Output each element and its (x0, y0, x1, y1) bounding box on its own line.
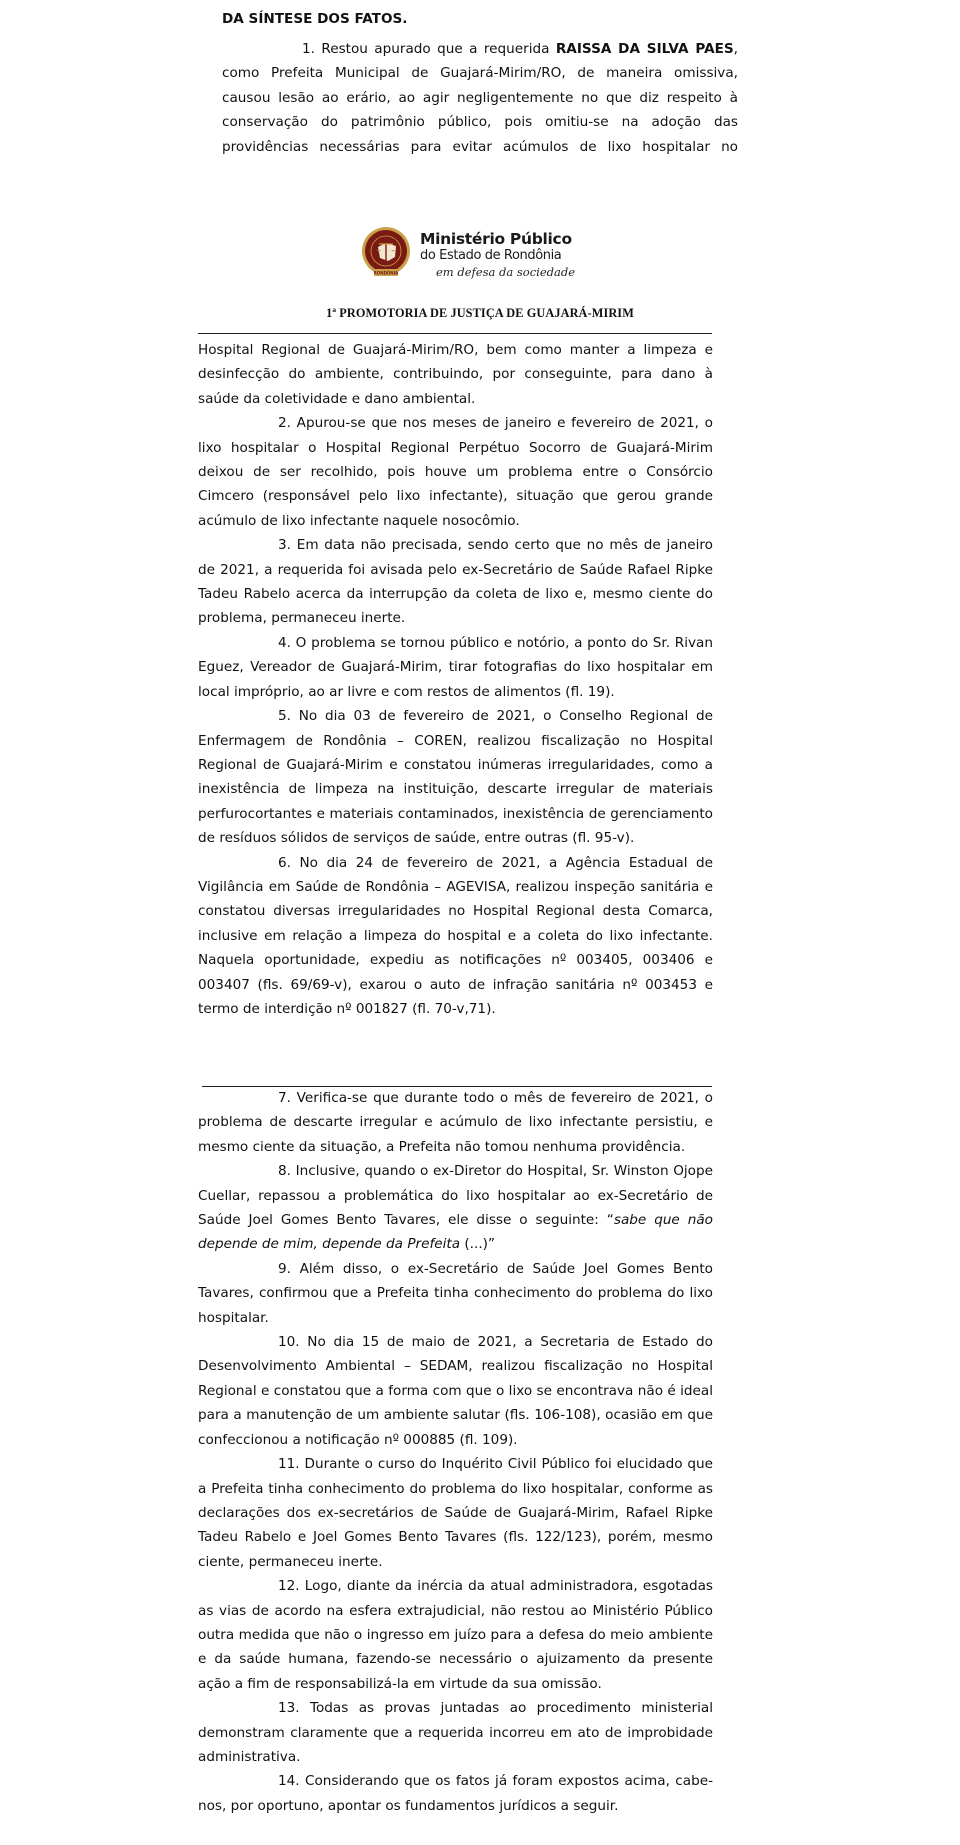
org-name: Ministério Público (420, 230, 572, 248)
paragraph-1-text-before: Restou apurado que a requerida (314, 41, 556, 57)
page-body (198, 338, 713, 1021)
paragraph-3: 3. Em data não precisada, sendo certo que no mês de janeiro de 2021, a requerida foi avisada pelo ex-Secretário de Saúde Rafael Ripke Tadeu Rabelo acerca da interrupção da coleta de lixo e, mesmo ciente do problema, permaneceu inerte. (198, 537, 713, 627)
paragraph-9: 9. Além disso, o ex-Secretário de Saúde Joel Gomes Bento Tavares, confirmou que a Prefeita tinha conhecimento do problema do lixo hospitalar. (198, 1260, 713, 1326)
paragraph-8-quote-end: (...)” (460, 1236, 495, 1253)
paragraph-1-text-after: , como Prefeita Municipal de Guajará-Mirim/RO, de maneira omissiva, causou lesão ao erário, ao agir negligentemente no que diz respeito à conservação do patrimônio público, pois omitiu-se na adoção das providências necessárias para evitar acúmulos de lixo hospitalar no (222, 41, 738, 155)
paragraph-1-continued: Hospital Regional de Guajará-Mirim/RO, bem como manter a limpeza e desinfecção do ambiente, contribuindo, por conseguinte, para dano à saúde da coletividade e dano ambiental. (198, 342, 713, 407)
paragraph-13: 13. Todas as provas juntadas ao procedimento ministerial demonstram claramente que a requerida incorreu em ato de improbidade administrativa. (198, 1700, 713, 1765)
paragraph-8-quote: sabe que não depende de mim, depende da Prefeita (198, 1212, 713, 1253)
org-motto: em defesa da sociedade (436, 265, 576, 279)
letterhead (340, 222, 576, 288)
paragraph-8 (198, 1159, 713, 1257)
paragraph-7: 7. Verifica-se que durante todo o mês de fevereiro de 2021, o problema de descarte irregular e acúmulo de lixo infectante persistiu, e mesmo ciente da situação, a Prefeita não tomou nenhuma providência. (198, 1090, 713, 1155)
paragraph-5: 5. No dia 03 de fevereiro de 2021, o Conselho Regional de Enfermagem de Rondônia – COREN, realizou fiscalização no Hospital Regional de Guajará-Mirim e constatou inúmeras irregularidades, como a inexistência de limpeza na instituição, descarte irregular de materiais perfurocortantes e materiais contaminados, inexistência de gerenciamento de resíduos sólidos de serviços de saúde, entre outras (fl. 95-v). (198, 708, 713, 847)
paragraph-1-number: 1. (302, 41, 315, 57)
org-subtitle: do Estado de Rondônia (420, 248, 562, 263)
paragraph-12: 12. Logo, diante da inércia da atual administradora, esgotadas as vias de acordo na esfera extrajudicial, não restou ao Ministério Público outra medida que não o ingresso em juízo para a defesa do meio ambiente e da saúde humana, fazendo-se necessário o ajuizamento da presente ação a fim de responsabilizá-la em virtude da sua omissão. (198, 1578, 713, 1692)
paragraph-11: 11. Durante o curso do Inquérito Civil Público foi elucidado que a Prefeita tinha conhecimento do problema do lixo hospitalar, conforme as declarações dos ex-secretários de Saúde de Guajará-Mirim, Rafael Ripke Tadeu Rabelo e Joel Gomes Bento Tavares (fls. 122/123), porém, mesmo ciente, permaneceu inerte. (198, 1456, 713, 1570)
paragraph-1 (222, 37, 738, 159)
defendant-name: RAISSA DA SILVA PAES (555, 41, 734, 57)
paragraph-8-text: 8. Inclusive, quando o ex-Diretor do Hospital, Sr. Winston Ojope Cuellar, repassou a problemática do lixo hospitalar ao ex-Secretário de Saúde Joel Gomes Bento Tavares, ele disse o seguinte: “ (198, 1163, 713, 1229)
section-heading: DA SÍNTESE DOS FATOS. (222, 11, 408, 27)
paragraph-4: 4. O problema se tornou público e notório, a ponto do Sr. Rivan Eguez, Vereador de Guajará-Mirim, tirar fotografias do lixo hospitalar em local impróprio, ao ar livre e com restos de alimentos (fl. 19). (198, 634, 713, 700)
page-fragment-top (222, 0, 738, 159)
header-divider (198, 333, 712, 334)
page-body-continued (198, 1086, 713, 1818)
paragraph-14: 14. Considerando que os fatos já foram expostos acima, cabe-nos, por oportuno, apontar os fundamentos jurídicos a seguir. (198, 1773, 713, 1814)
paragraph-6: 6. No dia 24 de fevereiro de 2021, a Agência Estadual de Vigilância em Saúde de Rondônia – AGEVISA, realizou inspeção sanitária e constatou diversas irregularidades no Hospital Regional desta Comarca, inclusive em relação a limpeza do hospital e a coleta do lixo infectante. Naquela oportunidade, expediu as notificações nº 003405, 003406 e 003407 (fls. 69/69-v), exarou o auto de infração sanitária nº 003453 e termo de interdição nº 001827 (fl. 70-v,71). (198, 854, 713, 1017)
ministerio-publico-seal-icon (358, 225, 414, 281)
office-title: 1ª PROMOTORIA DE JUSTIÇA DE GUAJARÁ-MIRIM (326, 306, 634, 320)
paragraph-2: 2. Apurou-se que nos meses de janeiro e fevereiro de 2021, o lixo hospitalar o Hospital Regional Perpétuo Socorro de Guajará-Mirim deixou de ser recolhido, pois houve um problema entre o Consórcio Cimcero (responsável pelo lixo infectante), situação que gerou grande acúmulo de lixo infectante naquele nosocômio. (198, 415, 713, 529)
paragraph-10: 10. No dia 15 de maio de 2021, a Secretaria de Estado do Desenvolvimento Ambiental – SEDAM, realizou fiscalização no Hospital Regional e constatou que a forma com que o lixo se encontrava não é ideal para a manutenção de um ambiente salutar (fls. 106-108), ocasião em que confeccionou a notificação nº 000885 (fl. 109). (198, 1334, 713, 1448)
svg-text:RONDÔNIA: RONDÔNIA (373, 270, 399, 276)
